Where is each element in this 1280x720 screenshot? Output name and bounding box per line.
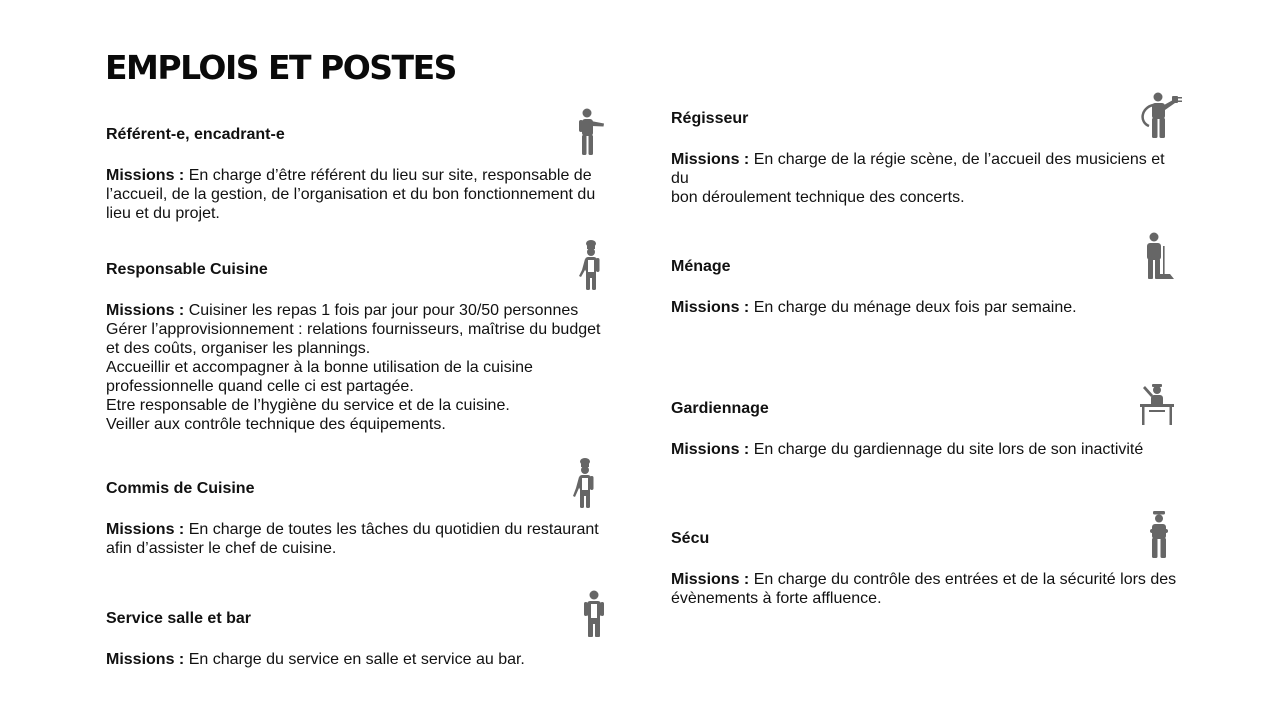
mission-line: Gérer l’approvisionnement : relations fournisseurs, maîtrise du budget [106, 321, 601, 338]
mission-line: En charge de la régie scène, de l’accueil des musiciens et du [671, 151, 1165, 187]
job-title: Régisseur [671, 110, 749, 127]
mission-line: Etre responsable de l’hygiène du service et de la cuisine. [106, 397, 510, 414]
job-missions [671, 150, 1181, 207]
job-missions [106, 650, 616, 669]
job-missions [106, 520, 616, 558]
mission-line: afin d’assister le chef de cuisine. [106, 540, 337, 557]
mission-line: Cuisiner les repas 1 fois par jour pour 30/50 personnes [188, 302, 579, 319]
job-title: Commis de Cuisine [106, 480, 255, 497]
job-title: Sécu [671, 530, 710, 547]
job-title: Ménage [671, 258, 731, 275]
job-missions [106, 301, 616, 434]
cook-icon [570, 458, 598, 510]
job-referent [106, 108, 626, 228]
job-menage [671, 232, 1191, 322]
mission-line: En charge d’être référent du lieu sur site, responsable de [188, 167, 592, 184]
job-title: Service salle et bar [106, 610, 251, 627]
missions-label: Missions : [671, 441, 750, 458]
guard-desk-icon [1139, 382, 1175, 426]
mission-line: En charge du gardiennage du site lors de son inactivité [753, 441, 1144, 458]
job-regisseur [671, 92, 1191, 206]
missions-label: Missions : [671, 151, 750, 168]
job-commis-cuisine [106, 458, 626, 568]
electrician-plug-icon [1137, 92, 1183, 140]
job-missions [671, 440, 1181, 459]
page-title: EMPLOIS ET POSTES [105, 48, 456, 87]
job-gardiennage [671, 382, 1191, 472]
mission-line: Accueillir et accompagner à la bonne utilisation de la cuisine [106, 359, 533, 376]
job-title: Responsable Cuisine [106, 261, 268, 278]
mission-line: bon déroulement technique des concerts. [671, 189, 965, 206]
missions-label: Missions : [106, 302, 185, 319]
missions-label: Missions : [106, 521, 185, 538]
mission-line: En charge de toutes les tâches du quotidien du restaurant [188, 521, 599, 538]
job-service-salle-bar [106, 590, 626, 680]
mission-line: En charge du service en salle et service au bar. [188, 651, 525, 668]
job-title: Gardiennage [671, 400, 769, 417]
mission-line: En charge du ménage deux fois par semaine. [753, 299, 1077, 316]
job-missions [671, 570, 1181, 608]
missions-label: Missions : [106, 651, 185, 668]
mission-line: En charge du contrôle des entrées et de la sécurité lors des [753, 571, 1177, 588]
job-missions [106, 166, 616, 223]
missions-label: Missions : [671, 299, 750, 316]
pointing-person-icon [574, 108, 606, 156]
job-missions [671, 298, 1181, 317]
missions-label: Missions : [106, 167, 185, 184]
mission-line: lieu et du projet. [106, 205, 220, 222]
mission-line: Veiller aux contrôle technique des équipements. [106, 416, 446, 433]
job-title: Référent-e, encadrant-e [106, 126, 285, 143]
missions-label: Missions : [671, 571, 750, 588]
job-secu [671, 511, 1191, 621]
mission-line: évènements à forte affluence. [671, 590, 882, 607]
mission-line: l’accueil, de la gestion, de l’organisation et du bon fonctionnement du [106, 186, 596, 203]
cleaner-broom-icon [1143, 232, 1177, 280]
mission-line: professionnelle quand celle ci est partagée. [106, 378, 414, 395]
job-responsable-cuisine [106, 240, 626, 440]
waiter-icon [582, 590, 606, 638]
security-guard-icon [1147, 511, 1171, 559]
mission-line: et des coûts, organiser les plannings. [106, 340, 371, 357]
chef-icon [576, 240, 604, 292]
